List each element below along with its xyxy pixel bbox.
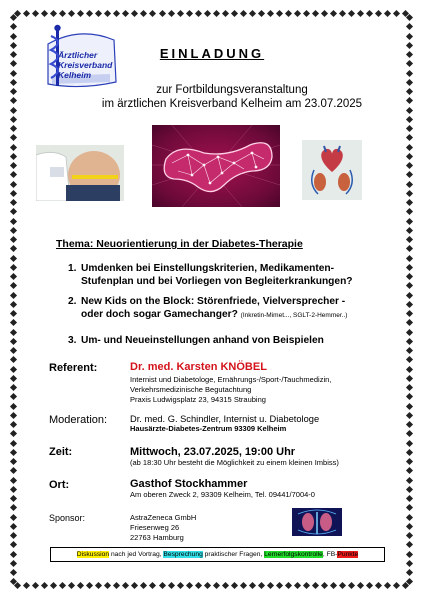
heart-kidney-image [302,140,362,200]
footer-text: praktischer Fragen, [202,551,265,558]
moderation-sub: Hausärzte-Diabetes-Zentrum 93309 Kelheim [130,424,287,433]
topic-item-2 [68,295,413,322]
footer-points: Punkte [337,551,359,558]
border-diamond [204,582,211,589]
border-diamond [10,375,17,382]
footer-text: , FB- [322,551,338,558]
border-diamond [10,310,17,317]
border-diamond [406,532,413,539]
border-diamond [406,69,413,76]
border-diamond [357,582,364,589]
border-diamond [406,153,413,160]
theme-heading: Thema: Neuorientierung in der Diabetes-Therapie [56,238,303,250]
border-diamond [406,421,413,428]
border-diamond [177,10,184,17]
border-diamond [10,569,17,576]
border-diamond [406,449,413,456]
border-diamond [10,439,17,446]
border-diamond [393,582,400,589]
border-diamond [406,245,413,252]
border-diamond [406,227,413,234]
sponsor-block [130,513,196,543]
border-diamond [321,582,328,589]
footer-text: nach jed Vortrag, [109,551,164,558]
border-diamond [50,582,57,589]
border-diamond [312,10,319,17]
border-diamond [10,236,17,243]
border-diamond [393,10,400,17]
border-diamond [10,106,17,113]
pancreas-icon [152,125,280,207]
border-diamond [113,582,120,589]
border-diamond [10,208,17,215]
border-diamond [95,10,102,17]
border-diamond [240,582,247,589]
border-diamond [406,430,413,437]
border-diamond [41,10,48,17]
border-diamond [406,162,413,169]
border-diamond [10,245,17,252]
border-left [10,14,18,586]
border-diamond [348,10,355,17]
border-diamond [10,282,17,289]
topic-line: Stufenplan und bei Vorliegen von Begleiterkrankungen? [81,276,353,287]
border-diamond [177,582,184,589]
border-diamond [10,301,17,308]
border-diamond [406,116,413,123]
border-diamond [348,582,355,589]
topic-note: (Inkretin-Mimet..., SGLT-2-Hemmer..) [240,312,348,319]
border-diamond [86,10,93,17]
border-diamond [357,10,364,17]
border-diamond [10,430,17,437]
border-diamond [384,10,391,17]
border-diamond [10,412,17,419]
border-diamond [406,236,413,243]
border-diamond [68,10,75,17]
border-diamond [10,171,17,178]
border-diamond [366,582,373,589]
border-diamond [406,23,413,30]
border-diamond [330,582,337,589]
border-diamond [249,582,256,589]
footer-discussion-practical: Besprechung [163,551,203,558]
border-diamond [10,162,17,169]
border-diamond [10,143,17,150]
footer-legend [50,547,385,562]
border-diamond [406,60,413,67]
border-diamond [10,486,17,493]
border-diamond [285,582,292,589]
border-diamond [10,421,17,428]
subtitle [40,84,424,111]
logo-line-3: Kelheim [58,70,92,80]
border-diamond [10,458,17,465]
border-diamond [406,578,413,585]
heart-kidney-icon [302,140,362,200]
border-diamond [113,10,120,17]
topic-number: 2. [68,296,77,307]
moderation-label: Moderation: [49,414,108,426]
border-diamond [406,190,413,197]
border-diamond [406,14,413,21]
border-diamond [10,125,17,132]
border-diamond [10,199,17,206]
border-diamond [158,582,165,589]
border-diamond [195,582,202,589]
border-diamond [10,190,17,197]
border-diamond [10,356,17,363]
time-block [130,446,339,468]
border-diamond [267,582,274,589]
location-label: Ort: [49,479,70,491]
time-sub: (ab 18:30 Uhr besteht die Möglichkeit zu einem kleinen Imbiss) [130,458,339,467]
referent-details [130,375,331,405]
border-diamond [406,254,413,261]
border-diamond [406,513,413,520]
border-diamond [406,476,413,483]
sponsor-line: AstraZeneca GmbH [130,513,197,522]
border-diamond [406,384,413,391]
border-diamond [213,582,220,589]
border-diamond [240,10,247,17]
border-diamond [10,153,17,160]
border-diamond [406,402,413,409]
border-diamond [10,88,17,95]
border-diamond [59,10,66,17]
border-diamond [339,10,346,17]
border-diamond [375,582,382,589]
border-diamond [186,582,193,589]
referent-block [130,361,331,405]
border-diamond [140,582,147,589]
referent-detail-line: Verkehrsmedizinische Begutachtung [130,385,252,394]
referent-detail-line: Internist und Diabetologe, Ernährungs-/Sport-/Tauchmedizin, [130,375,332,384]
border-diamond [406,504,413,511]
pancreas-image [152,125,280,207]
border-diamond [10,32,17,39]
border-diamond [10,217,17,224]
border-diamond [10,532,17,539]
footer-discussion: Diskussion [76,551,110,558]
border-diamond [68,582,75,589]
border-diamond [375,10,382,17]
border-diamond [10,550,17,557]
border-diamond [10,227,17,234]
border-diamond [406,208,413,215]
border-diamond [10,254,17,261]
border-diamond [10,273,17,280]
border-diamond [23,582,30,589]
border-diamond [158,10,165,17]
border-diamond [10,578,17,585]
border-diamond [10,23,17,30]
border-diamond [231,582,238,589]
border-diamond [10,328,17,335]
topic-item-1 [68,262,413,288]
border-diamond [10,449,17,456]
border-diamond [406,495,413,502]
border-diamond [131,582,138,589]
border-diamond [186,10,193,17]
border-diamond [406,347,413,354]
border-diamond [10,560,17,567]
border-diamond [406,171,413,178]
border-diamond [149,10,156,17]
border-diamond [122,582,129,589]
border-diamond [10,541,17,548]
topic-item-3 [68,334,413,347]
logo-line-1: Ärztlicher [58,50,98,60]
logo-line-2: Kreisverband [58,60,113,70]
border-diamond [366,10,373,17]
referent-label: Referent: [49,362,98,374]
border-diamond [222,10,229,17]
border-diamond [140,10,147,17]
border-diamond [406,32,413,39]
border-diamond [32,10,39,17]
border-diamond [267,10,274,17]
border-diamond [10,402,17,409]
border-diamond [32,582,39,589]
border-diamond [104,582,111,589]
border-diamond [406,541,413,548]
topic-line [81,308,413,322]
border-diamond [10,384,17,391]
border-diamond [249,10,256,17]
border-diamond [10,393,17,400]
border-diamond [10,291,17,298]
border-diamond [10,513,17,520]
moderation-text: Dr. med. G. Schindler, Internist u. Diabetologe [130,414,320,424]
border-diamond [330,10,337,17]
border-diamond [122,10,129,17]
sponsor-line: Friesenweg 26 [130,523,180,532]
border-diamond [77,582,84,589]
border-diamond [406,217,413,224]
border-diamond [10,264,17,271]
border-diamond [204,10,211,17]
border-diamond [77,10,84,17]
border-diamond [406,393,413,400]
border-diamond [406,365,413,372]
topic-number: 1. [68,263,77,274]
time-text: Mittwoch, 23.07.2025, 19:00 Uhr [130,446,296,458]
topic-number: 3. [68,335,77,346]
border-diamond [10,180,17,187]
location-name: Gasthof Stockhammer [130,478,248,490]
border-diamond [10,14,17,21]
border-diamond [312,582,319,589]
border-diamond [10,79,17,86]
border-diamond [406,523,413,530]
border-diamond [195,10,202,17]
border-diamond [10,60,17,67]
topic-line-text: oder doch sogar Gamechanger? [81,309,238,320]
border-diamond [294,10,301,17]
border-diamond [258,10,265,17]
border-diamond [10,347,17,354]
border-diamond [406,486,413,493]
border-diamond [10,504,17,511]
border-diamond [406,375,413,382]
border-diamond [10,116,17,123]
subtitle-line-2: im ärztlichen Kreisverband Kelheim am 23.07.2025 [101,97,363,110]
organs-icon [292,508,342,536]
border-diamond [276,10,283,17]
border-diamond [104,10,111,17]
border-diamond [41,582,48,589]
border-diamond [95,582,102,589]
moderation-block [130,414,319,434]
border-diamond [10,97,17,104]
border-diamond [321,10,328,17]
border-diamond [167,582,174,589]
border-top [14,10,410,18]
border-diamond [406,560,413,567]
border-diamond [213,10,220,17]
border-diamond [294,582,301,589]
border-diamond [406,412,413,419]
border-diamond [384,582,391,589]
border-diamond [50,10,57,17]
border-diamond [10,338,17,345]
border-diamond [406,439,413,446]
page-title: EINLADUNG [159,46,265,61]
border-diamond [303,582,310,589]
referent-detail-line: Praxis Ludwigsplatz 23, 94315 Straubing [130,395,266,404]
topic-line: Um- und Neueinstellungen anhand von Beispielen [81,335,324,346]
subtitle-line-1: zur Fortbildungsveranstaltung [156,84,308,96]
border-diamond [406,134,413,141]
border-diamond [23,10,30,17]
topic-line: Umdenken bei Einstellungskriterien, Medikamenten- [81,263,335,274]
border-diamond [285,10,292,17]
border-diamond [406,467,413,474]
border-diamond [59,582,66,589]
sponsor-image [292,508,342,536]
border-diamond [406,550,413,557]
border-diamond [10,365,17,372]
border-diamond [258,582,265,589]
sponsor-label: Sponsor: [49,513,86,523]
border-diamond [10,69,17,76]
border-diamond [86,582,93,589]
border-diamond [10,495,17,502]
border-diamond [10,476,17,483]
border-diamond [276,582,283,589]
border-diamond [406,458,413,465]
time-label: Zeit: [49,446,73,458]
border-bottom [14,582,410,590]
border-diamond [10,134,17,141]
border-diamond [339,582,346,589]
border-diamond [10,319,17,326]
border-diamond [406,356,413,363]
border-diamond [10,467,17,474]
border-diamond [303,10,310,17]
border-diamond [10,523,17,530]
border-diamond [406,199,413,206]
border-diamond [406,143,413,150]
border-diamond [131,10,138,17]
location-block [130,478,315,500]
border-diamond [406,569,413,576]
border-diamond [167,10,174,17]
referent-name: Dr. med. Karsten KNÖBEL [130,361,267,373]
topic-line: New Kids on the Block: Störenfriede, Vielversprecher - [81,296,346,307]
border-diamond [231,10,238,17]
border-diamond [222,582,229,589]
doctor-patient-photo [36,145,124,201]
border-diamond [406,180,413,187]
footer-learning-check: Lernerfolgskontrolle [264,551,323,558]
border-diamond [406,125,413,132]
sponsor-line: 22763 Hamburg [130,533,184,542]
border-diamond [149,582,156,589]
location-address: Am oberen Zweck 2, 93309 Kelheim, Tel. 09441/7004-0 [130,490,315,499]
doctor-patient-icon [36,145,124,201]
